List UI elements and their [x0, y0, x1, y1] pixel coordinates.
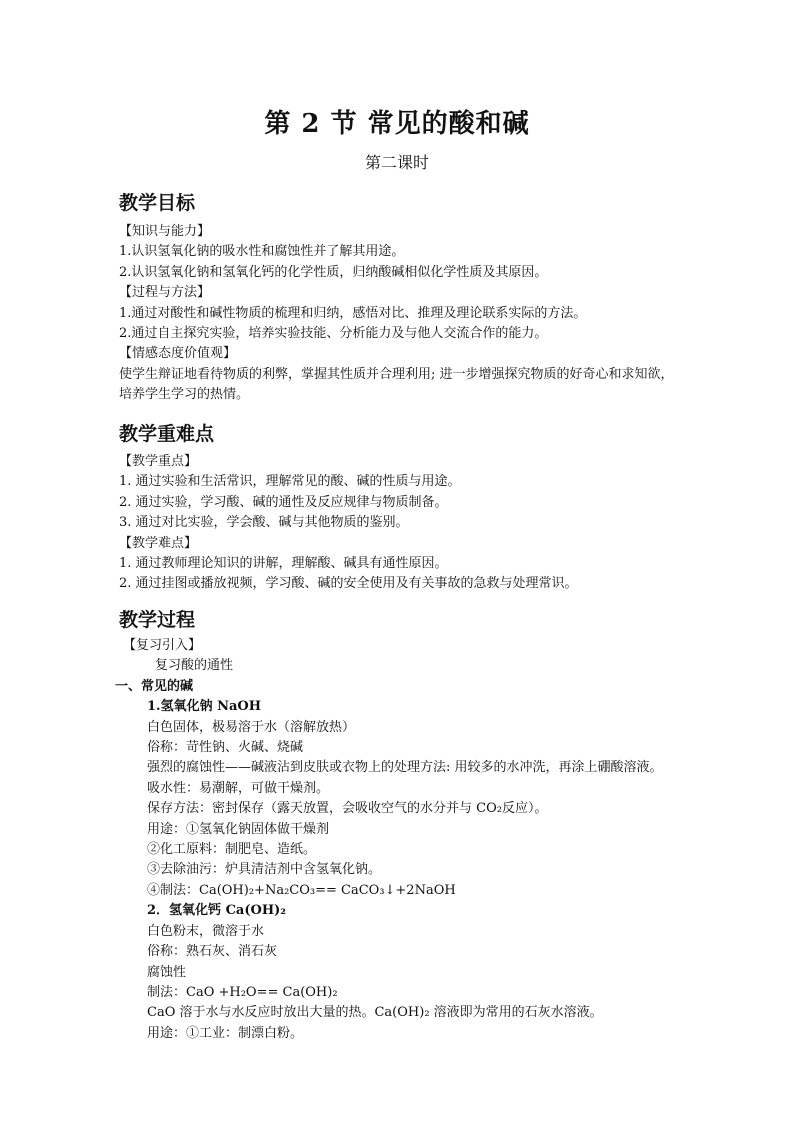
process-label: 【过程与方法】: [119, 285, 211, 301]
process-body: [115, 636, 679, 1044]
caoh2-appearance: 白色粉末，微溶于水: [147, 923, 265, 939]
review-text: 复习酸的通性: [155, 658, 234, 674]
difficulty-label: 【教学难点】: [119, 535, 198, 551]
caoh2-common-names: 俗称：熟石灰、消石灰: [147, 944, 278, 960]
naoh-common-names: 俗称：苛性钠、火碱、烧碱: [147, 740, 304, 756]
emotion-text: 使学生辩证地看待物质的利弊，掌握其性质并合理利用; 进一步增强探究物质的好奇心和求知欲，培养学生学习的热情。: [119, 366, 674, 403]
focus-item-1: 1. 通过实验和生活常识，理解常见的酸、碱的性质与用途。: [119, 474, 461, 490]
section-heading-goals: 教学目标: [119, 192, 196, 214]
naoh-absorbent: 吸水性：易潮解，可做干燥剂。: [147, 780, 330, 796]
knowledge-item-2: 2.认识氢氧化钠和氢氧化钙的化学性质，归纳酸碱相似化学性质及其原因。: [119, 264, 548, 280]
emotion-label: 【情感态度价值观】: [119, 346, 237, 362]
naoh-use-1: 用途：①氢氧化钠固体做干燥剂: [147, 821, 330, 837]
naoh-corrosive: 强烈的腐蚀性——碱液沾到皮肤或衣物上的处理方法: 用较多的水冲洗，再涂上硼酸溶液。: [147, 760, 663, 776]
key-points-body: [119, 452, 679, 595]
naoh-use-3: ③去除油污：炉具清洁剂中含氢氧化钠。: [147, 862, 382, 878]
goals-body: [119, 222, 679, 406]
focus-item-2: 2. 通过实验，学习酸、碱的通性及反应规律与物质制备。: [119, 494, 448, 510]
knowledge-label: 【知识与能力】: [119, 224, 211, 239]
naoh-use-4: ④制法：Ca(OH)₂+Na₂CO₃== CaCO₃↓+2NaOH: [147, 882, 456, 898]
caoh2-corrosive: 腐蚀性: [147, 964, 187, 980]
naoh-storage: 保存方法：密封保存（露天放置，会吸收空气的水分并与 CO₂反应）。: [147, 801, 548, 817]
caoh2-note: CaO 溶于水与水反应时放出大量的热。Ca(OH)₂ 溶液即为常用的石灰水溶液。: [147, 1005, 603, 1021]
process-item-1: 1.通过对酸性和碱性物质的梳理和归纳，感悟对比、推理及理论联系实际的方法。: [119, 305, 587, 321]
caoh2-preparation: 制法：CaO +H₂O== Ca(OH)₂: [147, 984, 338, 1000]
difficulty-item-2: 2. 通过挂图或播放视频，学习酸、碱的安全使用及有关事故的急救与处理常识。: [119, 576, 578, 592]
section-heading-process: 教学过程: [119, 609, 196, 631]
caoh2-heading: 2．氢氧化钙 Ca(OH)₂: [147, 903, 286, 919]
knowledge-item-1: 1.认识氢氧化钠的吸水性和腐蚀性并了解其用途。: [119, 244, 405, 260]
caoh2-use-1: 用途：①工业：制漂白粉。: [147, 1025, 304, 1041]
focus-item-3: 3. 通过对比实验，学会酸、碱与其他物质的鉴别。: [119, 515, 409, 531]
naoh-heading: 1.氢氧化钠 NaOH: [147, 699, 262, 715]
section-one-heading: 一、常见的碱: [115, 678, 194, 694]
naoh-use-2: ②化工原料：制肥皂、造纸。: [147, 842, 317, 858]
naoh-appearance: 白色固体，极易溶于水（溶解放热）: [147, 719, 356, 735]
focus-label: 【教学重点】: [119, 454, 198, 469]
section-heading-key-points: 教学重难点: [119, 423, 215, 445]
review-label: 【复习引入】: [123, 638, 202, 653]
document-title: 第 2 节 常见的酸和碱: [264, 109, 530, 139]
difficulty-item-1: 1. 通过教师理论知识的讲解，理解酸、碱具有通性原因。: [119, 556, 448, 572]
process-item-2: 2.通过自主探究实验，培养实验技能、分析能力及与他人交流合作的能力。: [119, 326, 548, 342]
document-subtitle: 第二课时: [364, 153, 429, 172]
